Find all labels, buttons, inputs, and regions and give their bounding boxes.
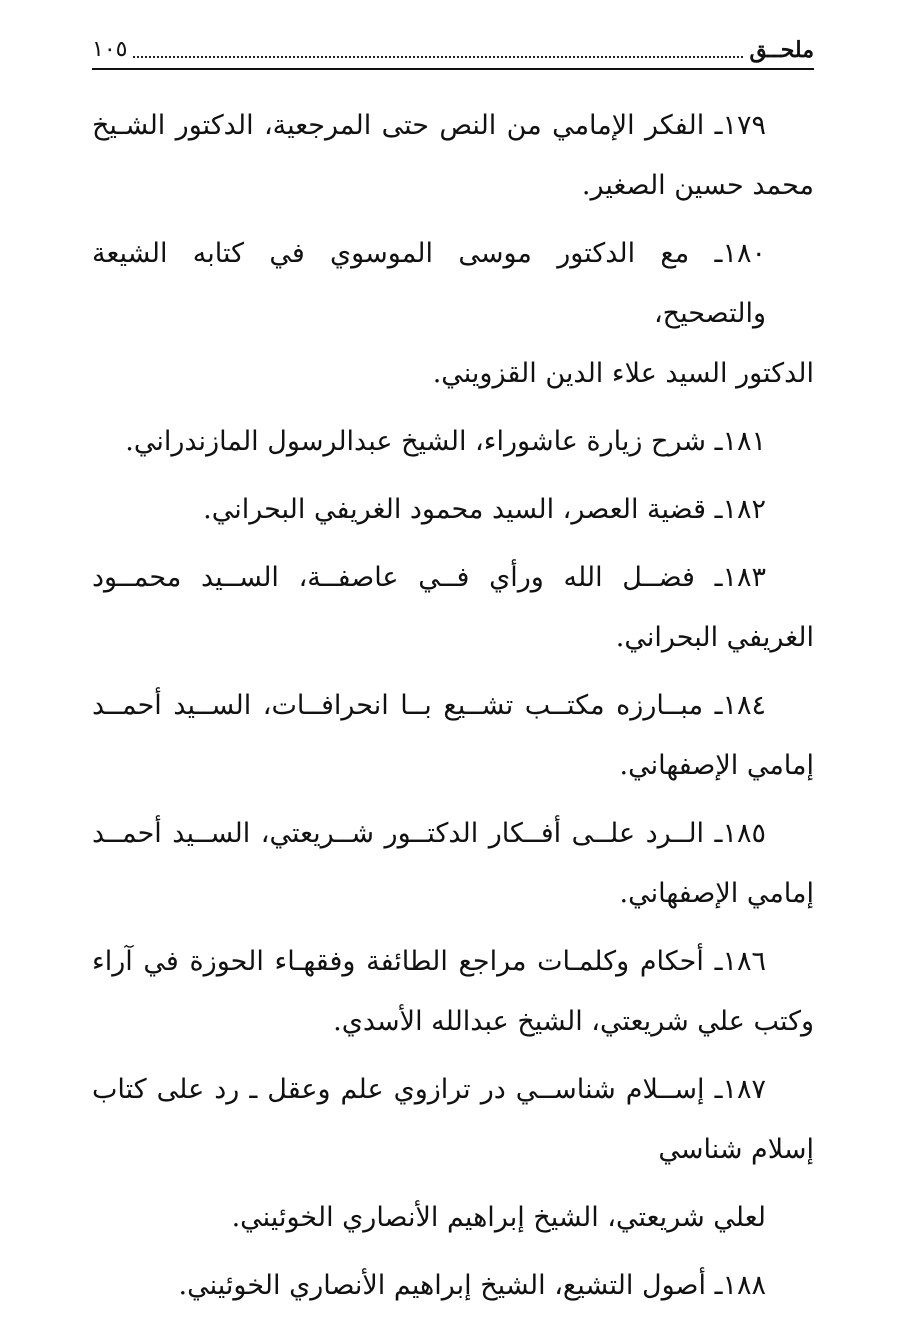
header-rule [92, 68, 814, 70]
entry-line: ١٨٨ـ أصول التشيع، الشيخ إبراهيم الأنصاري الخوئيني. [178, 1270, 766, 1301]
entry-line: ١٧٩ـ الفكر الإمامي من النص حتى المرجعية، الدكتور الشـيخ [92, 110, 766, 141]
list-item [92, 548, 814, 668]
header-dot-leader [133, 42, 743, 58]
list-item [92, 480, 814, 540]
list-item [92, 804, 814, 924]
running-header [92, 28, 814, 64]
entry-continuation: وكتب علي شريعتي، الشيخ عبدالله الأسدي. [333, 1006, 814, 1037]
list-item [92, 1188, 814, 1248]
entry-line: ١٨٤ـ مبــارزه مكتــب تشــيع بــا انحرافــات، الســيد أحمــد [92, 690, 766, 721]
entry-line: ١٨٥ـ الــرد علــى أفــكار الدكتــور شــريعتي، الســيد أحمــد [92, 818, 766, 849]
entry-continuation: محمد حسين الصغير. [581, 170, 814, 201]
entry-continuation: إمامي الإصفهاني. [619, 878, 814, 909]
bibliography-list [92, 96, 814, 1324]
entry-line: ١٨١ـ شرح زيارة عاشوراء، الشيخ عبدالرسول المازندراني. [125, 426, 766, 457]
entry-line: لعلي شريعتي، الشيخ إبراهيم الأنصاري الخوئيني. [231, 1202, 766, 1233]
page-number: ١٠٥ [92, 37, 128, 62]
entry-continuation: إمامي الإصفهاني. [619, 750, 814, 781]
list-item [92, 412, 814, 472]
entry-continuation: الدكتور السيد علاء الدين القزويني. [432, 358, 814, 389]
header-title: ملحــق [749, 37, 814, 63]
entry-line: ١٨٦ـ أحكام وكلمـات مراجع الطائفة وفقهـاء الحوزة في آراء [92, 946, 766, 977]
list-item [92, 1060, 814, 1180]
entry-line: ١٨٣ـ فضــل الله ورأي فــي عاصفــة، الســيد محمــود [92, 562, 766, 593]
list-item [92, 224, 814, 404]
list-item [92, 96, 814, 216]
entry-continuation: إسلام شناسي [658, 1134, 814, 1165]
entry-line: ١٨٠ـ مع الدكتور موسى الموسوي في كتابه الشيعة والتصحيح، [92, 238, 766, 329]
list-item [92, 932, 814, 1052]
list-item [92, 676, 814, 796]
entry-line: ١٨٢ـ قضية العصر، السيد محمود الغريفي البحراني. [203, 494, 766, 525]
entry-line: ١٨٧ـ إســلام شناســي در ترازوي علم وعقل ـ رد على كتاب [92, 1074, 766, 1105]
list-item [92, 1256, 814, 1316]
entry-continuation: الغريفي البحراني. [615, 622, 814, 653]
